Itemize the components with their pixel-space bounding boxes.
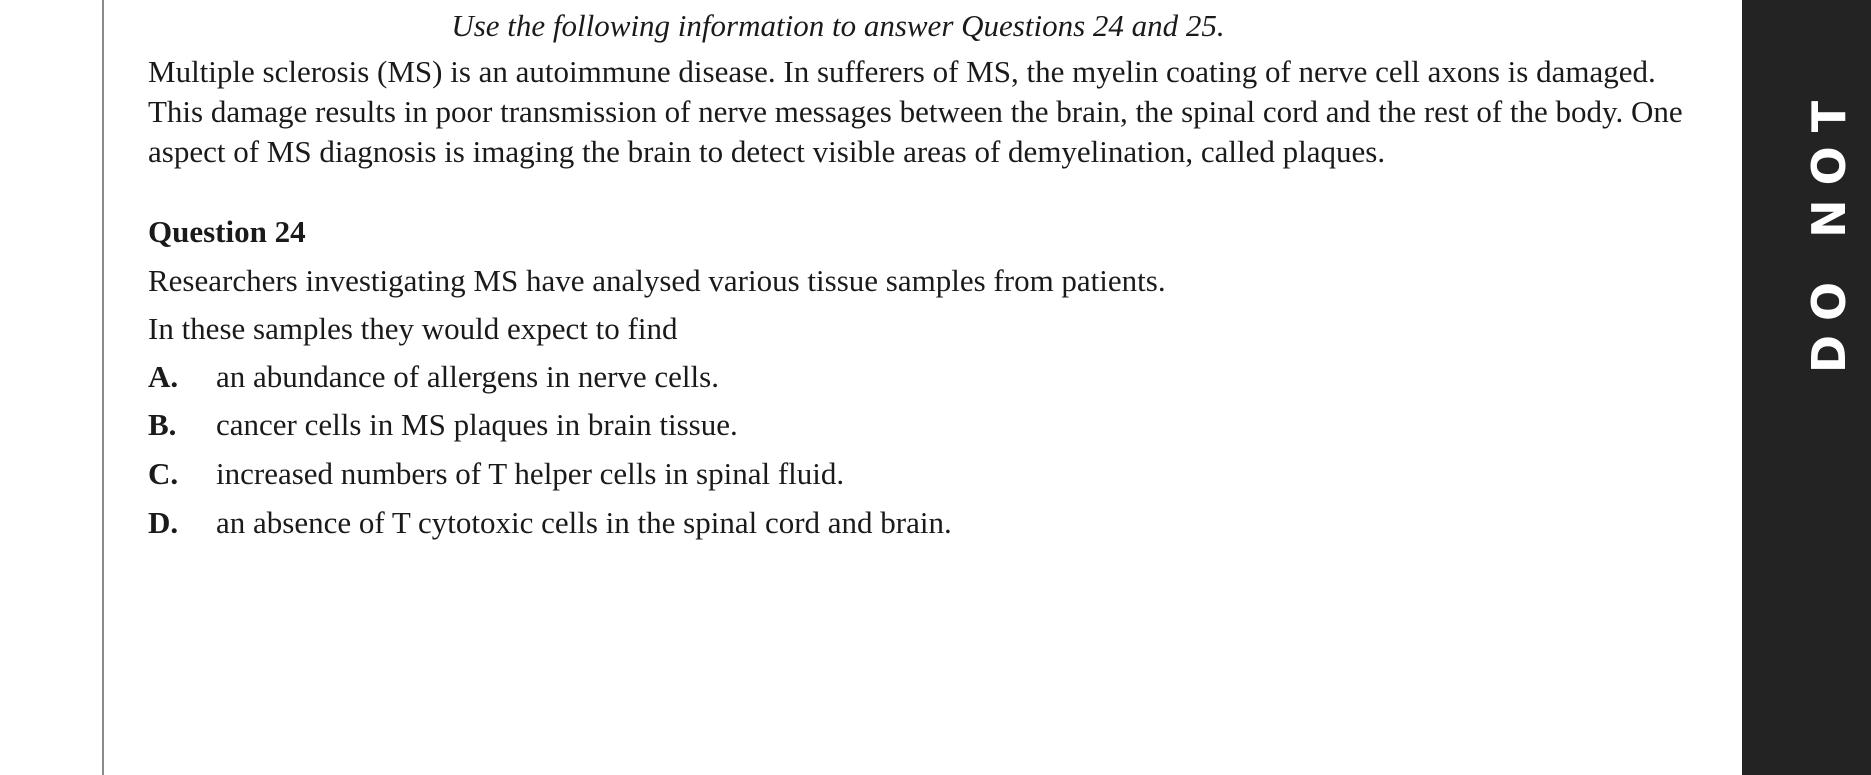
side-banner (1742, 0, 1871, 775)
option-text: an absence of T cytotoxic cells in the spinal cord and brain. (216, 505, 952, 540)
option-letter: D. (148, 505, 179, 540)
option-text: cancer cells in MS plaques in brain tissue. (216, 407, 738, 442)
option-a[interactable] (148, 357, 719, 397)
question-heading: Question 24 (148, 214, 306, 249)
option-letter: C. (148, 456, 179, 491)
option-text: increased numbers of T helper cells in spinal fluid. (216, 456, 845, 491)
option-letter: A. (148, 359, 179, 394)
question-context: Researchers investigating MS have analysed various tissue samples from patients. (148, 263, 1166, 298)
stimulus-text: Multiple sclerosis (MS) is an autoimmune disease. In sufferers of MS, the myelin coating of nerve cell axons is damaged. This damage results in poor transmission of nerve messages between the brain, the spinal cord and the rest of the body. One aspect of MS diagnosis is imaging the brain to detect visible areas of demyelination, called plaques. (148, 54, 1683, 169)
option-d[interactable] (148, 503, 952, 543)
side-banner-text: DO NOT (1802, 86, 1856, 374)
option-letter: B. (148, 407, 177, 442)
stimulus-intro: Use the following information to answer Questions 24 and 25. (451, 8, 1225, 43)
option-b[interactable] (148, 405, 738, 445)
left-margin-rule (102, 0, 104, 775)
option-c[interactable] (148, 454, 844, 494)
question-stem: In these samples they would expect to find (148, 311, 678, 346)
option-text: an abundance of allergens in nerve cells. (216, 359, 719, 394)
